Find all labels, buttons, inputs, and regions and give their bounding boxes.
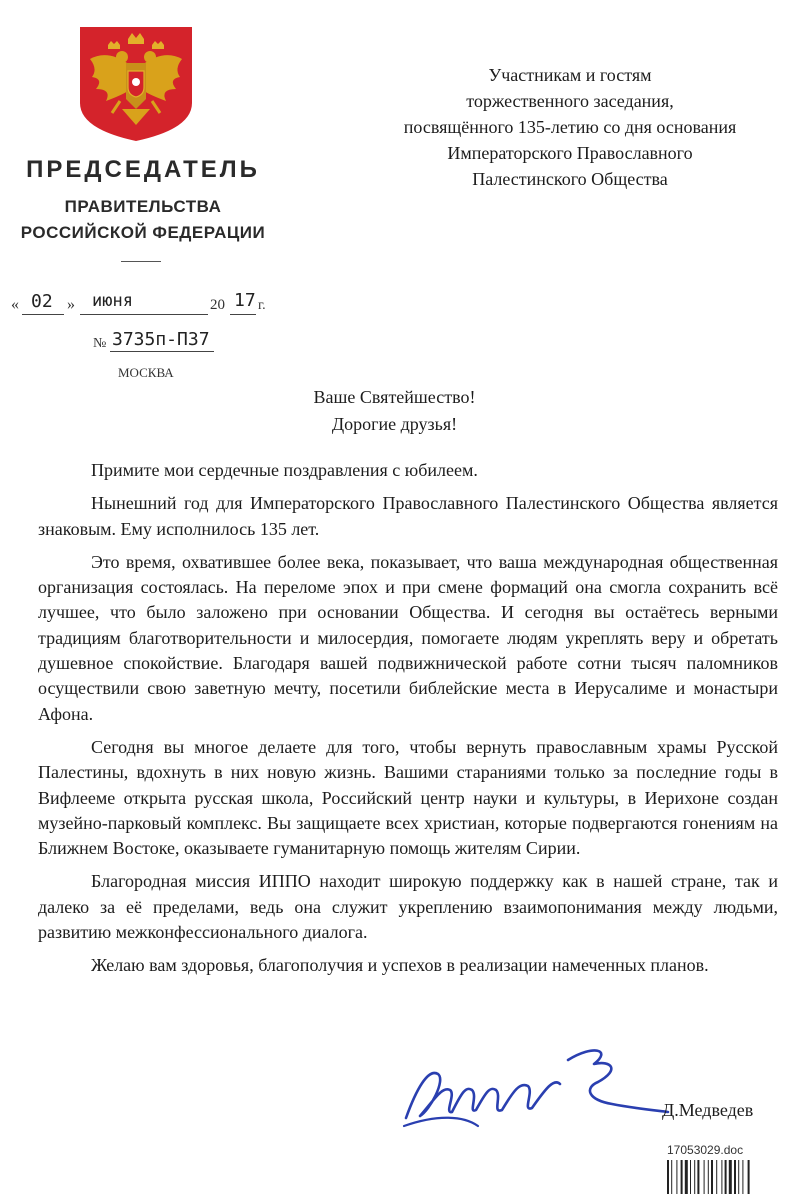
handwritten-signature xyxy=(398,1030,673,1135)
addressee-line: Участникам и гостям xyxy=(488,65,652,85)
barcode-bar xyxy=(685,1160,688,1194)
barcode-bar xyxy=(716,1160,717,1194)
date-year-prefix: 20 xyxy=(210,297,225,313)
barcode-bar xyxy=(694,1160,695,1194)
barcode-bar xyxy=(721,1160,722,1194)
letter-body xyxy=(38,458,778,979)
reg-number-underline xyxy=(110,351,214,352)
barcode-bar xyxy=(734,1160,736,1194)
barcode-bar xyxy=(697,1160,699,1194)
header-line-1: ПРАВИТЕЛЬСТВА xyxy=(64,197,222,216)
barcode-bar xyxy=(708,1160,709,1194)
date-month-underline xyxy=(80,314,208,315)
paragraph: Нынешний год для Императорского Православного Палестинского Общества является знаковым. Ему исполнилось 135 лет. xyxy=(38,493,778,539)
paragraph: Примите мои сердечные поздравления с юбилеем. xyxy=(91,460,478,480)
paragraph: Это время, охватившее более века, показывает, что ваша международная общественная организация состоялась. На переломе эпох и при смене формаций она смогла сохранить всё лучшее, что было заложено при основании Общества. И сегодня вы остаётесь верными традициям благотворительности и милосердия, помогаете людям укреплять веру и обретать душевное спокойствие. Благодаря вашей подвижнической работе сотни тысяч паломников осуществили свою заветную мечту, посетили библейские места в Иерусалиме и монастыри Афона. xyxy=(38,551,778,724)
addressee-line: Палестинского Общества xyxy=(472,169,668,189)
date-quote-close: » xyxy=(67,296,75,313)
date-year-suffix: 17 xyxy=(234,290,256,311)
barcode-bar xyxy=(748,1160,750,1194)
addressee-line: Императорского Православного xyxy=(447,143,693,163)
reg-number-sign: № xyxy=(93,336,107,351)
addressee-block xyxy=(340,62,789,192)
barcode-bar xyxy=(725,1160,727,1194)
date-quote-open: « xyxy=(11,296,19,313)
header-divider xyxy=(121,261,161,262)
paragraph: Сегодня вы многое делаете для того, чтобы вернуть православным храмы Русской Палестины, вдохнуть в них новую жизнь. Вашими стараниями только за последние годы в Вифлееме открыта русская школа, Российский центр науки и культуры, в Иерихоне создан музейно-парковый комплекс. Вы защищаете всех христиан, которые подвергаются гонениям на Ближнем Востоке, оказываете гуманитарную помощь жителям Сирии. xyxy=(38,736,778,859)
barcode-bar xyxy=(738,1160,739,1194)
paragraph: Благородная миссия ИППО находит широкую поддержку как в нашей стране, так и далеко за её пределами, ведь она служит укреплению взаимопонимания между людьми, развитию межконфессионального диалога. xyxy=(38,871,778,943)
barcode-bar xyxy=(711,1160,713,1194)
date-day: 02 xyxy=(31,291,53,312)
date-day-underline xyxy=(22,314,64,315)
barcode-bar xyxy=(671,1160,672,1194)
date-year-underline xyxy=(230,314,256,315)
addressee-line: посвящённого 135-летию со дня основания xyxy=(403,117,737,137)
barcode-bar xyxy=(667,1160,669,1194)
header-title: ПРЕДСЕДАТЕЛЬ xyxy=(26,156,260,183)
date-year-unit: г. xyxy=(258,298,266,313)
document-id: 17053029.doc xyxy=(667,1143,744,1157)
header-line-2: РОССИЙСКОЙ ФЕДЕРАЦИИ xyxy=(20,223,266,242)
barcode-bar xyxy=(729,1160,732,1194)
greeting-line-2: Дорогие друзья! xyxy=(331,414,458,434)
greeting-line-1: Ваше Святейшество! xyxy=(313,387,476,407)
barcode-bar xyxy=(690,1160,691,1194)
addressee-line: торжественного заседания, xyxy=(466,91,674,111)
coat-of-arms-emblem xyxy=(78,25,194,143)
barcode-bar xyxy=(742,1160,743,1194)
barcode-bar xyxy=(681,1160,683,1194)
paragraph: Желаю вам здоровья, благополучия и успехов в реализации намеченных планов. xyxy=(91,955,709,976)
date-month: июня xyxy=(92,291,133,311)
barcode xyxy=(665,1160,775,1194)
barcode-bar xyxy=(704,1160,705,1194)
barcode-bar xyxy=(676,1160,677,1194)
city: МОСКВА xyxy=(118,365,174,380)
reg-number: 3735п-П37 xyxy=(112,329,210,350)
signatory-name: Д.Медведев xyxy=(662,1100,754,1120)
